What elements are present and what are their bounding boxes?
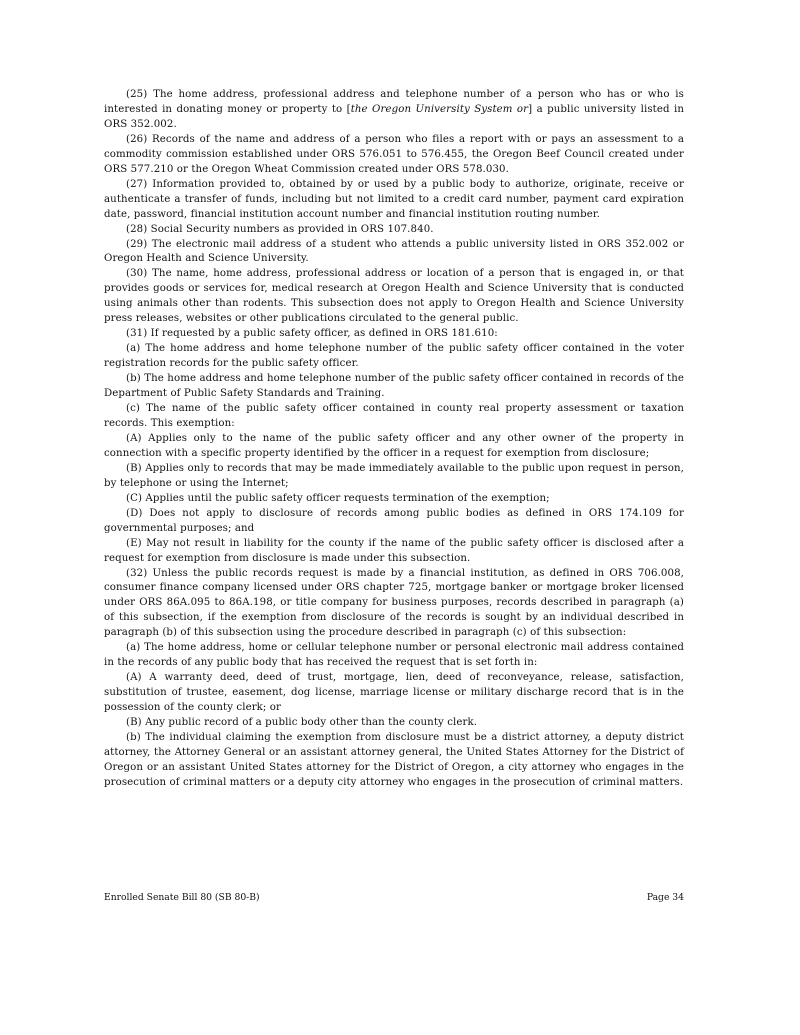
paragraph-31-c: (c) The name of the public safety officer contained in county real property assessment or taxation records. This exemption: xyxy=(104,403,684,429)
paragraph-32-b: (b) The individual claiming the exemption from disclosure must be a district attorney, a deputy district attorney, the Attorney General or an assistant attorney general, the United States Attorney for the District of Oregon or an assistant United States attorney for the District of Oregon, a city attorney who engages in the prosecution of criminal matters or a deputy city attorney who engages in the prosecution of criminal matters. xyxy=(104,731,684,788)
paragraph-31-b: (b) The home address and home telephone number of the public safety officer contained in records of the Department of Public Safety Standards and Training. xyxy=(104,373,684,400)
paragraph-29: (29) The electronic mail address of a student who attends a public university listed in ORS 352.002 or Oregon Health and Science University. xyxy=(104,238,684,265)
paragraph-31-a: (a) The home address and home telephone number of the public safety officer contained in the voter registration records for the public safety officer. xyxy=(104,343,684,370)
paragraph-32-a: (a) The home address, home or cellular telephone number or personal electronic mail address contained in the records of any public body that has received the request that is set forth in: xyxy=(104,642,684,669)
paragraph-31-c-E: (E) May not result in liability for the county if the name of the public safety officer is disclosed after a request for exemption from disclosure is made under this subsection. xyxy=(104,537,684,564)
document-body xyxy=(104,88,684,791)
paragraph-31-c-B: (B) Applies only to records that may be made immediately available to the public upon request in person, by telephone or using the Internet; xyxy=(104,462,684,489)
paragraph-28: (28) Social Security numbers as provided in ORS 107.840. xyxy=(126,223,434,235)
paragraph-26: (26) Records of the name and address of a person who files a report with or pays an assessment to a commodity commission established under ORS 576.051 to 576.455, the Oregon Beef Council created under ORS 577.210 or the Oregon Wheat Commission created under ORS 578.030. xyxy=(104,133,684,175)
bill-identifier: Enrolled Senate Bill 80 (SB 80-B) xyxy=(104,892,260,903)
page-number: Page 34 xyxy=(646,892,684,903)
paragraph-32-a-B: (B) Any public record of a public body other than the county clerk. xyxy=(126,717,478,729)
paragraph-27: (27) Information provided to, obtained by or used by a public body to authorize, originate, receive or authenticate a transfer of funds, including but not limited to a credit card number, payment card expiration date, password, financial institution account number and financial institution routing number. xyxy=(104,178,684,220)
paragraph-31-c-C: (C) Applies until the public safety officer requests termination of the exemption; xyxy=(126,492,550,504)
paragraph-30: (30) The name, home address, professional address or location of a person that is engaged in, or that provides goods or services for, medical research at Oregon Health and Science University that is conducted using animals other than rodents. This subsection does not apply to Oregon Health and Science University press releases, websites or other publications circulated to the general public. xyxy=(104,268,684,325)
bracketed-italic-text: the Oregon University System or xyxy=(350,103,529,115)
paragraph-25: (25) The home address, professional address and telephone number of a person who has or who is interested in donating money or property to [the Oregon University System or] a public university listed in ORS 352.002. xyxy=(104,89,684,130)
paragraph-32-a-A: (A) A warranty deed, deed of trust, mortgage, lien, deed of reconveyance, release, satisfaction, substitution of trustee, easement, dog license, marriage license or military discharge record that is in the possession of the county clerk; or xyxy=(104,672,684,714)
paragraph-31-c-A: (A) Applies only to the name of the public safety officer and any other owner of the property in connection with a specific property identified by the officer in a request for exemption from disclosure; xyxy=(104,432,684,459)
paragraph-31: (31) If requested by a public safety officer, as defined in ORS 181.610: xyxy=(126,328,498,340)
paragraph-31-c-D: (D) Does not apply to disclosure of records among public bodies as defined in ORS 174.109 for governmental purposes; and xyxy=(104,507,684,534)
page-footer xyxy=(104,892,684,904)
paragraph-32: (32) Unless the public records request is made by a financial institution, as defined in ORS 706.008, consumer finance company licensed under ORS chapter 725, mortgage banker or mortgage broker licensed under ORS 86A.095 to 86A.198, or title company for business purposes, records described in paragraph (a) of this subsection, if the exemption from disclosure of the records is sought by an individual described in paragraph (b) of this subsection using the procedure described in paragraph (c) of this subsection: xyxy=(104,567,684,639)
